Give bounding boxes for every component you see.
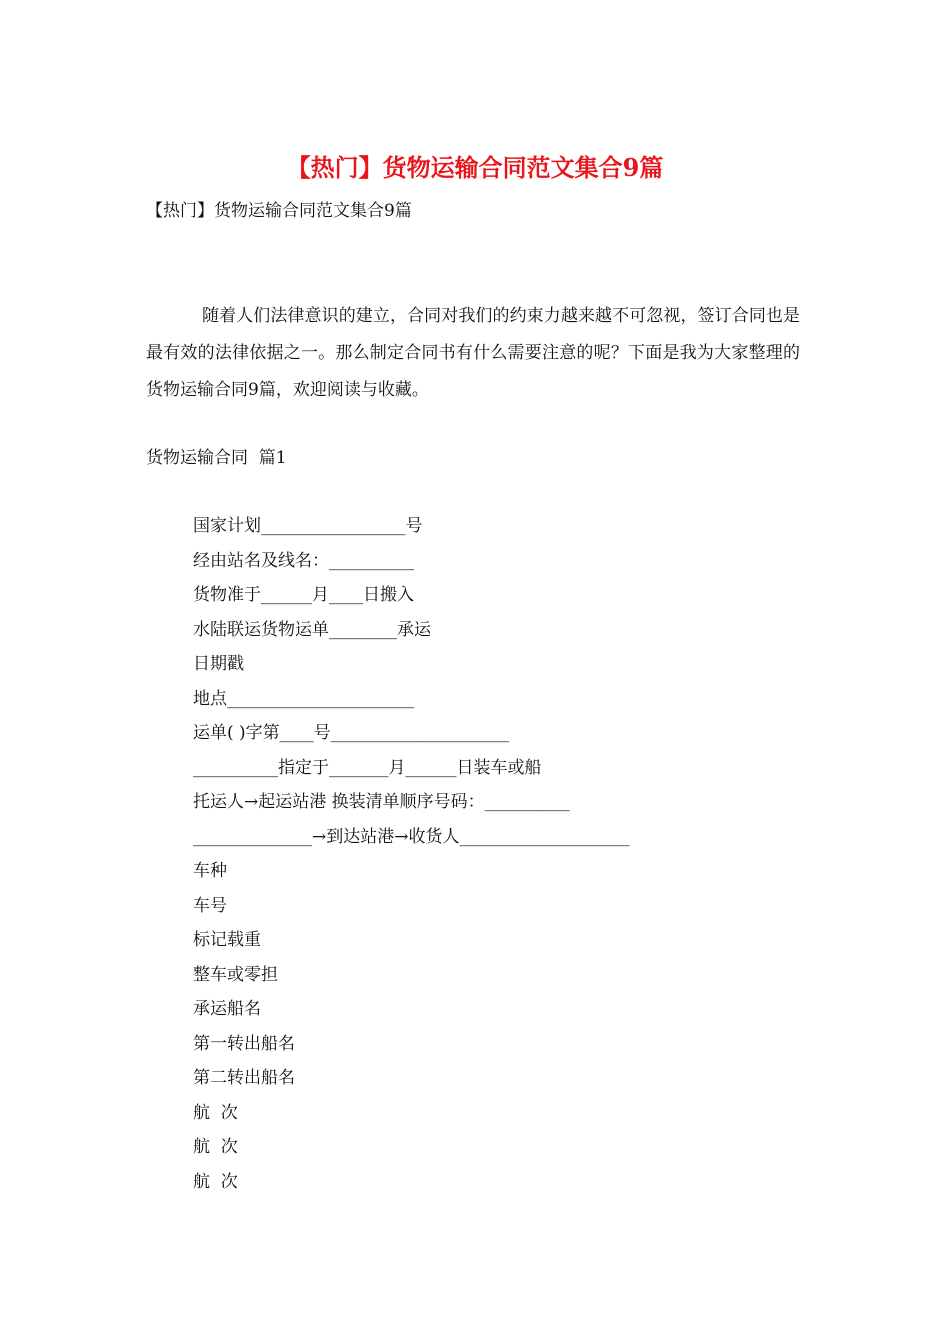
form-line: 水陆联运货物运单________承运 (193, 619, 431, 640)
form-line: 地点______________________ (193, 688, 414, 709)
document-subtitle: 【热门】货物运输合同范文集合9篇 (146, 201, 412, 221)
form-line: __________指定于_______月______日装车或船 (193, 757, 542, 778)
form-line: 国家计划_________________号 (193, 516, 423, 536)
form-line: 托运人→起运站港 换装清单顺序号码：__________ (193, 792, 570, 812)
form-line: 标记载重 (193, 930, 261, 950)
form-line: 货物准于______月____日搬入 (193, 585, 414, 605)
contract-form-lines (193, 512, 630, 1202)
form-line: ______________→到达站港→收货人____________________ (193, 826, 630, 847)
form-line: 航 次 (193, 1137, 238, 1157)
form-line: 车号 (193, 895, 227, 916)
section-heading: 货物运输合同 篇1 (146, 448, 287, 468)
form-line: 整车或零担 (193, 964, 278, 985)
form-line: 第一转出船名 (193, 1033, 295, 1054)
form-line: 第二转出船名 (193, 1068, 295, 1088)
form-line: 日期戳 (193, 654, 244, 674)
form-line: 经由站名及线名：__________ (193, 550, 414, 571)
document-title: 【热门】货物运输合同范文集合9篇 (286, 153, 664, 182)
intro-paragraph: 随着人们法律意识的建立，合同对我们的约束力越来越不可忽视，签订合同也是最有效的法律依据之一。那么制定合同书有什么需要注意的呢？下面是我为大家整理的货物运输合同9篇，欢迎阅读与收藏。 (146, 306, 800, 400)
form-line: 航 次 (193, 1102, 238, 1123)
form-line: 航 次 (193, 1171, 238, 1192)
form-line: 运单( )字第____号_____________________ (193, 723, 510, 743)
form-line: 车种 (193, 861, 227, 881)
form-line: 承运船名 (193, 999, 261, 1019)
